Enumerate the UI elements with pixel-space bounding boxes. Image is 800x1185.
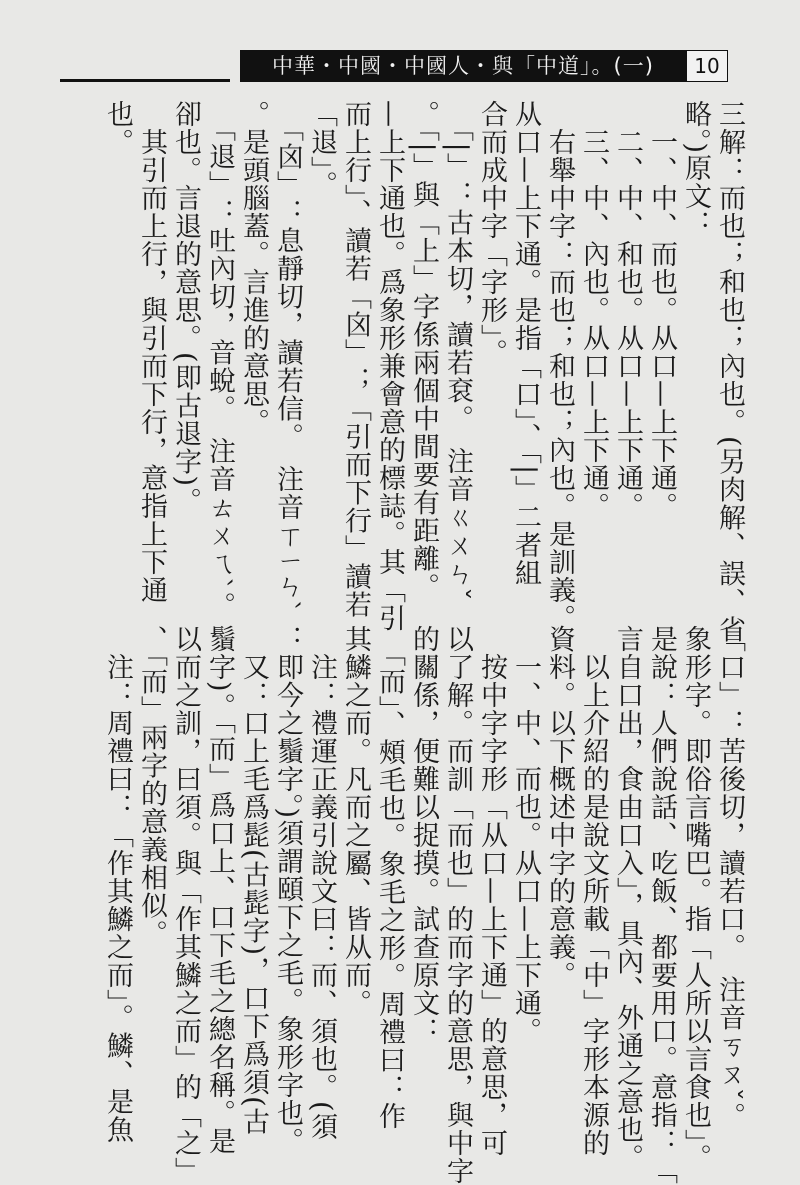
text-column: 資料。以下概述中字的意義。	[544, 625, 575, 989]
text-column: 以了解。而訓「而也」的而字的意思，與中字	[442, 625, 473, 1185]
text-column: 、「而」兩字的意義相似。	[136, 625, 167, 948]
text-column: 其鱗之而。凡而之屬、皆从而。	[340, 625, 371, 1017]
text-column: ：即今之鬚字。)須謂頤下之毛。象形字也。	[272, 625, 303, 1156]
running-header-title: 中華・中國・中國人・與「中道」。(一)	[240, 50, 686, 82]
text-column: 右舉中字：而也；和也；內也。是訓義。	[544, 100, 575, 632]
text-column: 象形字。即俗言嘴巴。指「人所以言食也」。	[680, 625, 711, 1172]
text-column: 二、中、和也。从口—上下通。	[612, 100, 643, 520]
text-column: 其引而上行，與引而下行，意指上下通	[136, 100, 167, 604]
text-column: 三解：而也；和也；內也。(另肉解、誤、省	[714, 100, 745, 644]
header-rule	[60, 79, 230, 82]
text-column: 注：周禮曰：「作其鱗之而」。鱗、是魚	[102, 625, 133, 1144]
text-column: 注：禮運正義引說文曰：而、須也。(須	[306, 625, 337, 1141]
text-column: 三、中、內也。从口—上下通。	[578, 100, 609, 520]
text-column: 「|」：古本切，讀若袞。 注音ㄍㄨㄣˇ	[442, 100, 473, 602]
text-column: 从口—上下通。是指「口」、「|」二者組	[510, 100, 541, 588]
text-column: 一、中、而也。从口—上下通。	[646, 100, 677, 520]
upper-text-block	[100, 100, 746, 644]
text-column: 「而」、頰毛也。象毛之形。周禮曰：作	[374, 625, 405, 1130]
text-column: 「囟」：息靜切，讀若信。 注音ㄒㄧㄣˋ	[272, 100, 303, 615]
text-column: 合而成中字「字形」。	[476, 100, 507, 367]
text-column: 也。	[102, 100, 133, 156]
text-column: 。「|」與「上」字係兩個中間要有距離。	[408, 100, 439, 601]
text-column: 「退」。	[306, 100, 337, 199]
text-column: 卻也。言退的意思。(即古退字)。	[170, 100, 201, 516]
text-column: 鬚字)。「而」爲口上、口下毛之總名稱。是	[204, 625, 235, 1156]
text-column: 是說：人們說話、吃飯、都要用口。意指：「	[646, 625, 677, 1185]
text-column: 的關係，便難以捉摸。試查原文：	[408, 625, 439, 1045]
text-column: 言自口出，食由口入」，具內、外通之意也。	[612, 625, 643, 1172]
lower-text-block	[100, 625, 746, 1185]
text-column: 以而之訓，曰須。與「作其鱗之而」的「之」	[170, 625, 201, 1185]
text-column: 「退」：吐內切，音蛻。 注音ㄊㄨㄟˋ。	[204, 100, 235, 620]
page-number: 10	[686, 50, 728, 82]
text-column: 又：口上毛爲髭(古髭字)，口下爲須(古	[238, 625, 269, 1136]
text-column: 略。)原文：	[680, 100, 711, 239]
text-column: 。是頭腦蓋。言進的意思。	[238, 100, 269, 436]
text-column: 而上行」、讀若「囟」；「引而下行」讀若	[340, 100, 371, 619]
text-column: 以上介紹的是說文所載「中」字形本源的	[578, 625, 609, 1157]
text-column: 一、中、而也。从口—上下通。	[510, 625, 541, 1045]
text-column: —上下通也。爲象形兼會意的標誌。其「引	[374, 100, 405, 632]
text-column: 按中字字形「从口—上下通」的意思，可	[476, 625, 507, 1157]
text-column: 「口」：苦後切，讀若口。 注音ㄎㄡˇ。	[714, 625, 745, 1130]
